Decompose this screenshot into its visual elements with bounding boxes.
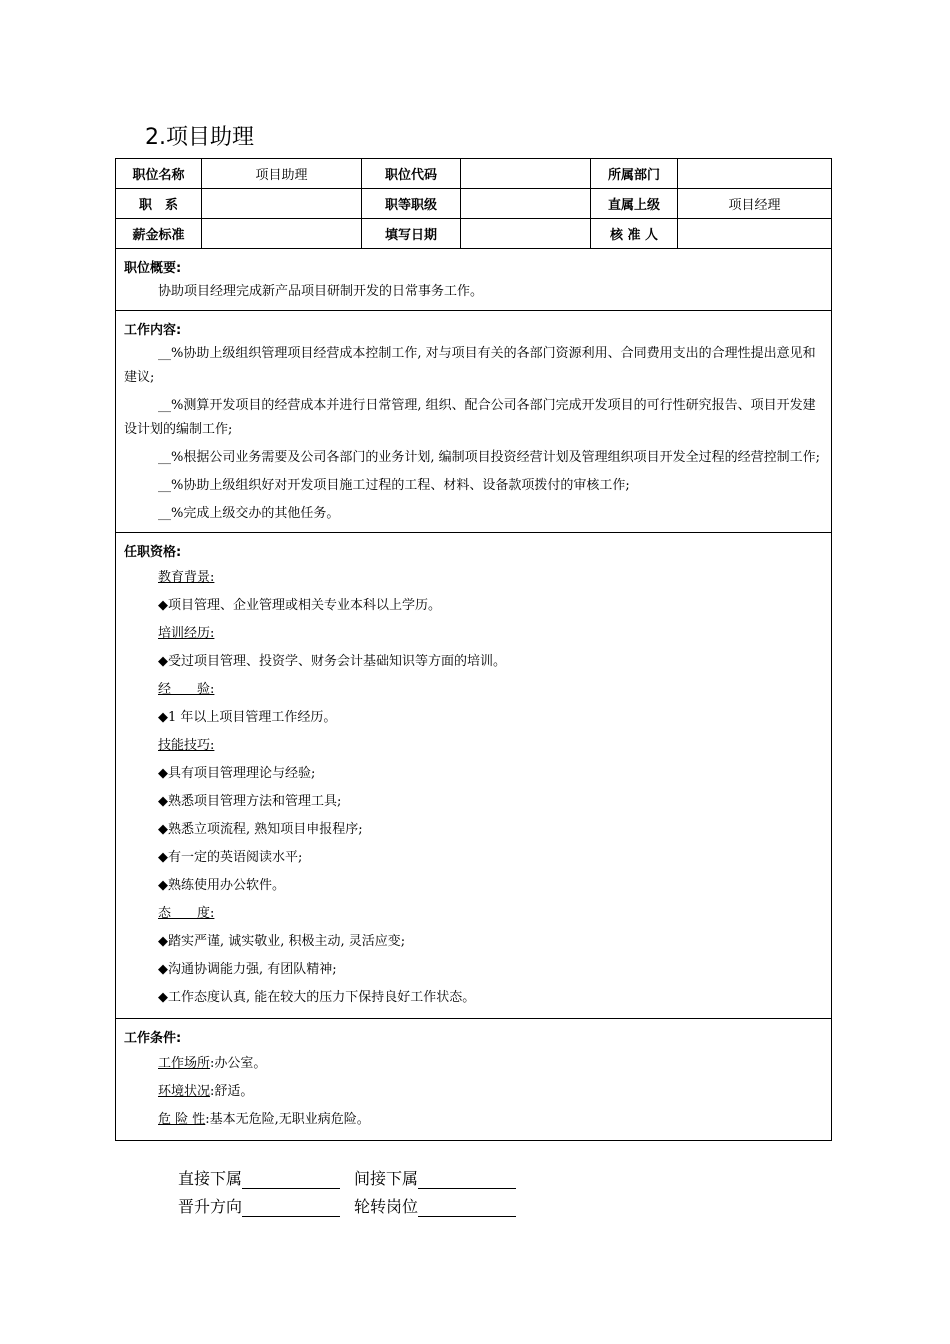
- duty-item: __%协助上级组织管理项目经营成本控制工作, 对与项目有关的各部门资源利用、合同费用支出的合理性提出意见和建议;: [124, 346, 816, 385]
- overview-heading: 职位概要:: [124, 261, 182, 276]
- value-salary: [202, 219, 362, 248]
- duty-item: __%完成上级交办的其他任务。: [158, 506, 340, 521]
- label-fill-date: 填写日期: [362, 219, 461, 248]
- table-row: [116, 219, 831, 249]
- label-job-grade: 职等职级: [362, 189, 461, 218]
- skill-item: ◆熟悉立项流程, 熟知项目申报程序;: [158, 822, 363, 837]
- overview-text: 协助项目经理完成新产品项目研制开发的日常事务工作。: [158, 284, 484, 299]
- experience-label: 经 验:: [158, 682, 215, 697]
- risk-label: 危 险 性: [158, 1112, 206, 1127]
- label-job-family: 职 系: [116, 189, 202, 218]
- skill-item: ◆熟练使用办公软件。: [158, 878, 285, 893]
- experience-text: ◆1 年以上项目管理工作经历。: [158, 710, 337, 725]
- value-job-grade: [461, 189, 591, 218]
- duties-heading: 工作内容:: [124, 323, 182, 338]
- footer-row-subordinates: [178, 1166, 530, 1189]
- value-approver: [678, 219, 831, 248]
- skills-label: 技能技巧:: [158, 738, 215, 753]
- promotion-blank: [242, 1198, 340, 1217]
- label-position-name: 职位名称: [116, 159, 202, 188]
- indirect-subordinate-blank: [418, 1170, 516, 1189]
- attitude-item: ◆踏实严谨, 诚实敬业, 积极主动, 灵活应变;: [158, 934, 406, 949]
- environment-label: 环境状况: [158, 1084, 211, 1099]
- label-salary: 薪金标准: [116, 219, 202, 248]
- attitude-item: ◆工作态度认真, 能在较大的压力下保持良好工作状态。: [158, 990, 476, 1005]
- value-department: [678, 159, 831, 188]
- direct-subordinate-label: 直接下属: [178, 1169, 243, 1188]
- skill-item: ◆有一定的英语阅读水平;: [158, 850, 303, 865]
- environment-value: :舒适。: [210, 1084, 254, 1099]
- label-approver: 核 准 人: [591, 219, 678, 248]
- training-label: 培训经历:: [158, 626, 215, 641]
- table-row: [116, 159, 831, 189]
- duty-item: __%根据公司业务需要及公司各部门的业务计划, 编制项目投资经营计划及管理组织项目开发全过程的经营控制工作;: [158, 450, 820, 465]
- label-supervisor: 直属上级: [591, 189, 678, 218]
- value-fill-date: [461, 219, 591, 248]
- value-position-name: 项目助理: [202, 159, 362, 188]
- direct-subordinate-blank: [242, 1170, 340, 1189]
- attitude-label: 态 度:: [158, 906, 215, 921]
- table-row: [116, 189, 831, 219]
- value-job-family: [202, 189, 362, 218]
- duty-item: __%协助上级组织好对开发项目施工过程的工程、材料、设备款项拨付的审核工作;: [158, 478, 630, 493]
- rotation-label: 轮转岗位: [354, 1197, 419, 1216]
- duty-item: __%测算开发项目的经营成本并进行日常管理, 组织、配合公司各部门完成开发项目的可行性研究报告、项目开发建设计划的编制工作;: [124, 398, 816, 437]
- section-duties: [116, 311, 831, 533]
- rotation-blank: [418, 1198, 516, 1217]
- attitude-item: ◆沟通协调能力强, 有团队精神;: [158, 962, 337, 977]
- footer-row-career: [178, 1194, 530, 1217]
- education-text: ◆项目管理、企业管理或相关专业本科以上学历。: [158, 598, 441, 613]
- indirect-subordinate-label: 间接下属: [354, 1169, 419, 1188]
- label-department: 所属部门: [591, 159, 678, 188]
- section-qualifications: [116, 533, 831, 1019]
- section-conditions: [116, 1019, 831, 1140]
- place-label: 工作场所: [158, 1056, 211, 1071]
- section-overview: [116, 249, 831, 311]
- education-label: 教育背景:: [158, 570, 215, 585]
- qualifications-heading: 任职资格:: [124, 545, 182, 560]
- conditions-heading: 工作条件:: [124, 1031, 182, 1046]
- risk-value: :基本无危险,无职业病危险。: [205, 1112, 370, 1127]
- value-supervisor: 项目经理: [728, 198, 781, 213]
- promotion-label: 晋升方向: [178, 1197, 243, 1216]
- page-title: 2.项目助理: [145, 125, 254, 150]
- job-description-form: [115, 158, 832, 1141]
- label-position-code: 职位代码: [362, 159, 461, 188]
- value-position-code: [461, 159, 591, 188]
- skill-item: ◆具有项目管理理论与经验;: [158, 766, 316, 781]
- skill-item: ◆熟悉项目管理方法和管理工具;: [158, 794, 342, 809]
- training-text: ◆受过项目管理、投资学、财务会计基础知识等方面的培训。: [158, 654, 506, 669]
- place-value: :办公室。: [210, 1056, 267, 1071]
